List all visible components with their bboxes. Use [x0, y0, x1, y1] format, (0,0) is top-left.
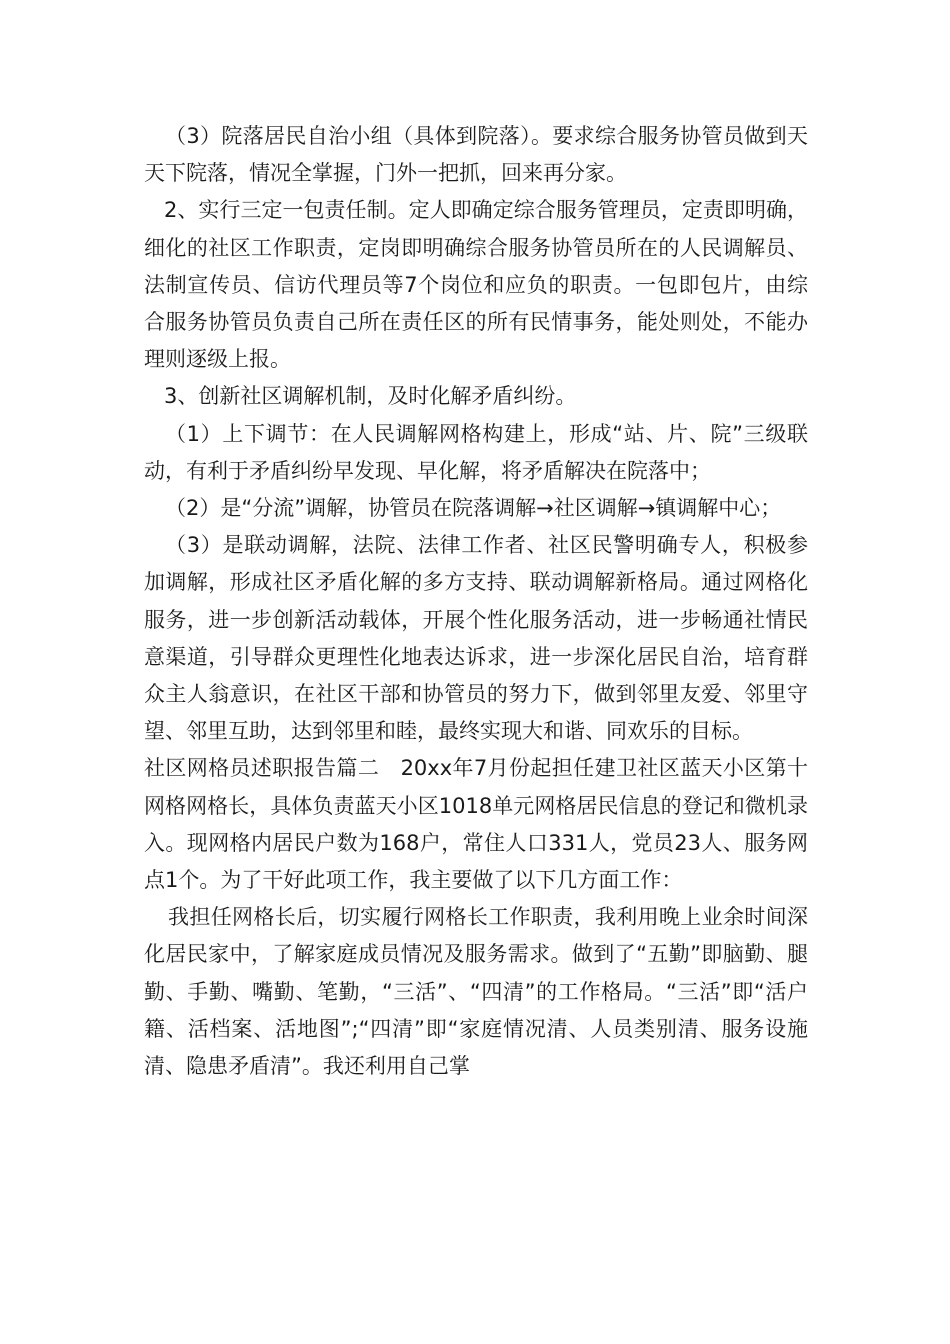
paragraph-diversion-mediation: （2）是“分流”调解，协管员在院落调解→社区调解→镇调解中心； — [165, 496, 782, 521]
paragraph-mediation-mechanism: 3、创新社区调解机制，及时化解矛盾纠纷。 — [164, 384, 577, 409]
document-page — [144, 118, 808, 1085]
paragraph-upper-lower-mediation: （1）上下调节：在人民调解网格构建上，形成“站、片、院”三级联动，有利于矛盾纠纷早发现、早化解，将矛盾解决在院落中； — [144, 421, 808, 483]
paragraph-report-part-two: 社区网格员述职报告篇二 20xx年7月份起担任建卫社区蓝天小区第十网格网格长，具体负责蓝天小区1018单元网格居民信息的登记和微机录入。现网格内居民户数为168户，常住人口331人，党员23人、服务网点1个。为了干好此项工作，我主要做了以下几方面工作： — [144, 756, 808, 893]
paragraph-joint-mediation: （3）是联动调解，法院、法律工作者、社区民警明确专人，积极参加调解，形成社区矛盾化解的多方支持、联动调解新格局。通过网格化服务，进一步创新活动载体，开展个性化服务活动，进一步畅通社情民意渠道，引导群众更理性化地表达诉求，进一步深化居民自治，培育群众主人翁意识，在社区干部和协管员的努力下，做到邻里友爱、邻里守望、邻里互助，达到邻里和睦，最终实现大和谐、同欢乐的目标。 — [144, 533, 808, 744]
paragraph-responsibility-system: 2、实行三定一包责任制。定人即确定综合服务管理员，定责即明确，细化的社区工作职责，定岗即明确综合服务协管员所在的人民调解员、法制宣传员、信访代理员等7个岗位和应负的职责。一包即包片，由综合服务协管员负责自己所在责任区的所有民情事务，能处则处，不能办理则逐级上报。 — [144, 198, 808, 372]
paragraph-courtyard-self-governance: （3）院落居民自治小组（具体到院落）。要求综合服务协管员做到天天下院落，情况全掌握，门外一把抓，回来再分家。 — [144, 124, 808, 186]
paragraph-grid-leader-duties: 我担任网格长后，切实履行网格长工作职责，我利用晚上业余时间深化居民家中，了解家庭成员情况及服务需求。做到了“五勤”即脑勤、腿勤、手勤、嘴勤、笔勤，“三活”、“四清”的工作格局。“三活”即“活户籍、活档案、活地图”;“四清”即“家庭情况清、人员类别清、服务设施清、隐患矛盾清”。我还利用自己掌 — [144, 905, 808, 1079]
